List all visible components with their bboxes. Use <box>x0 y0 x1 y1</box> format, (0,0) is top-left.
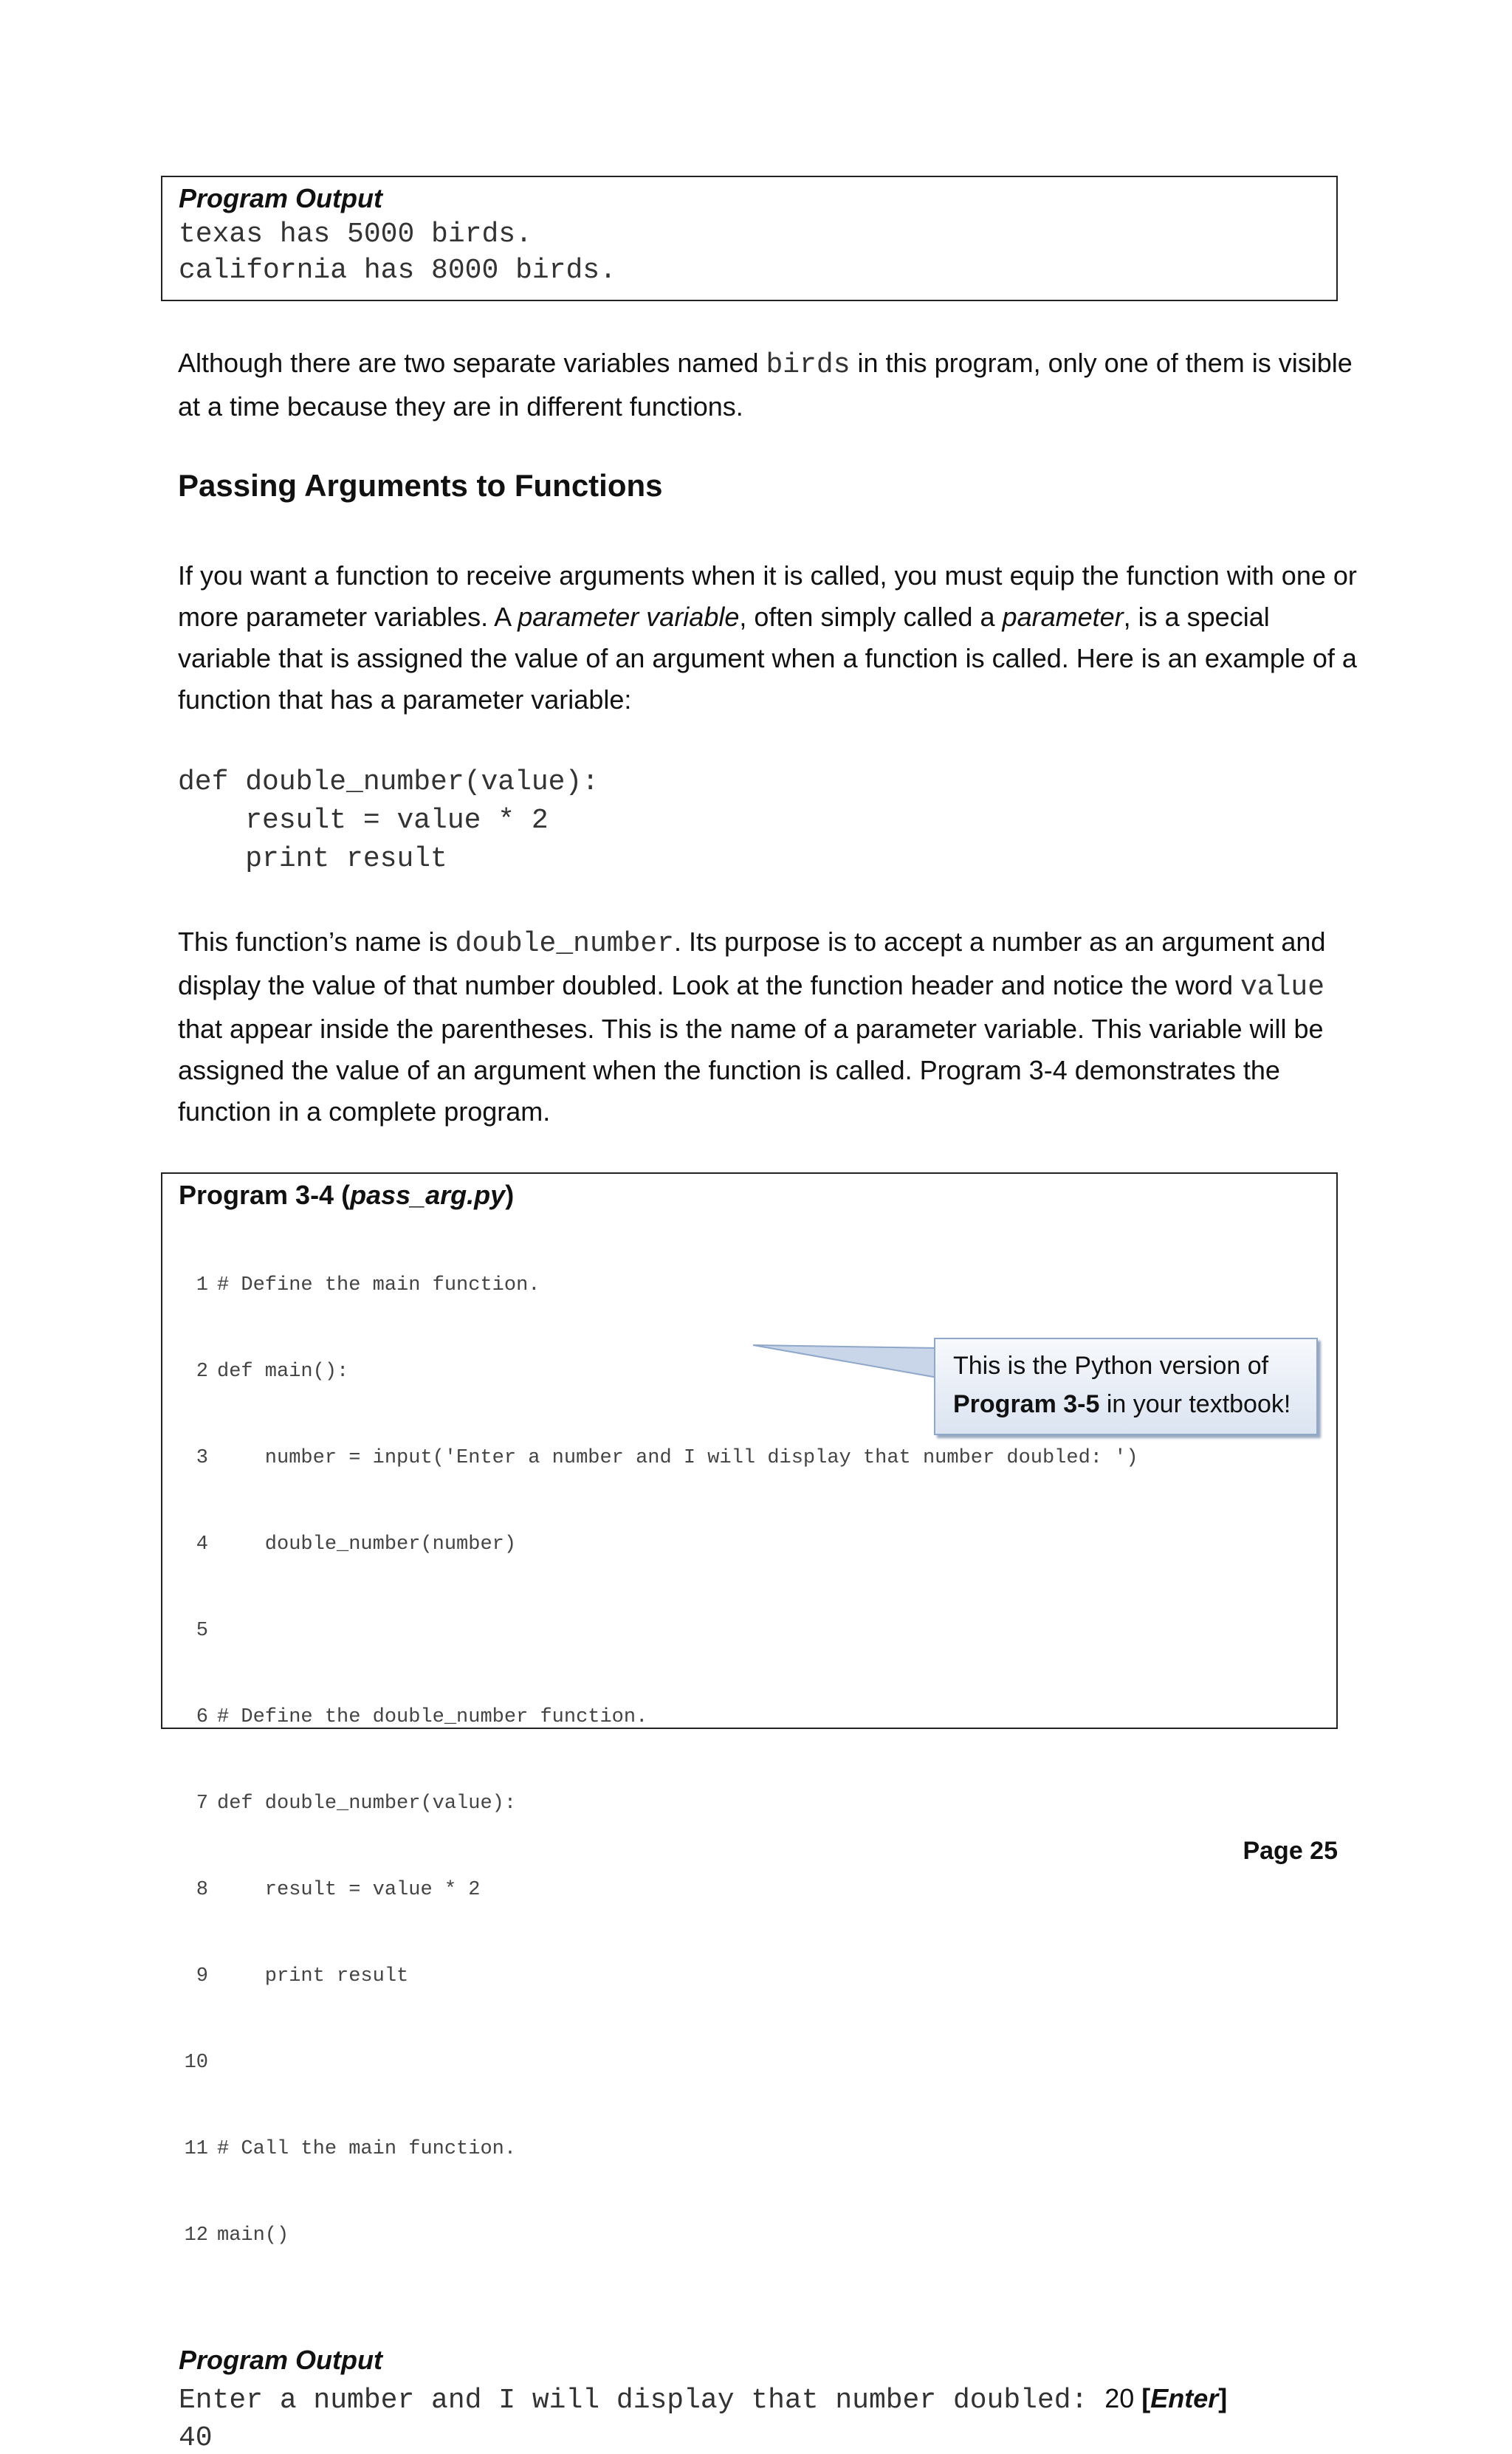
program-listing-output-title: Program Output <box>179 2345 382 2375</box>
inline-code-birds: birds <box>766 349 850 381</box>
paragraph-2-text-a: If you want a function to receive arguments when it is called, you must equip the function with one or more parameter variables. A <box>178 560 1357 632</box>
callout-program-ref: Program 3-5 <box>953 1390 1100 1418</box>
code-text: # Define the double_number function. <box>217 1706 648 1728</box>
code-line <box>179 1962 1336 1991</box>
line-number: 10 <box>184 2052 208 2074</box>
paragraph-1 <box>178 343 1359 427</box>
paragraph-3 <box>178 921 1359 1133</box>
code-line <box>179 1271 1336 1300</box>
paragraph-3-text-b: . Its purpose is to accept a number as an argument and display the value of that number doubled. Look at the function header and notice the word <box>178 927 1326 1000</box>
section-heading: Passing Arguments to Functions <box>178 468 663 503</box>
paragraph-1-text-b: in this program, only one of them is visible at a time because they are in different functions. <box>178 348 1353 422</box>
example-code-line-3: print result <box>178 843 447 875</box>
code-line <box>179 1530 1336 1559</box>
program-listing-output-line-1 <box>179 2383 1336 2416</box>
inline-code-value: value <box>1240 972 1325 1003</box>
code-text: print result <box>217 1965 409 1987</box>
enter-key-label: Enter <box>1150 2383 1219 2413</box>
program-listing-title <box>179 1180 1336 1211</box>
code-text: # Call the main function. <box>217 2138 517 2160</box>
line-number: 6 <box>196 1706 208 1728</box>
program-output-title: Program Output <box>179 183 382 213</box>
code-line <box>179 1444 1336 1473</box>
paragraph-1-text-a: Although there are two separate variables named <box>178 348 766 378</box>
paragraph-3-text-a: This function’s name is <box>178 927 456 957</box>
code-text: number = input('Enter a number and I will display that number doubled: ') <box>217 1447 1138 1469</box>
output-prompt: Enter a number and I will display that number doubled: <box>179 2385 1105 2416</box>
code-line <box>179 1876 1336 1905</box>
callout-pointer <box>753 1342 952 1386</box>
program-listing-title-prefix: Program 3-4 ( <box>179 1180 351 1210</box>
code-line <box>179 2135 1336 2164</box>
line-number: 3 <box>196 1447 208 1469</box>
key-bracket-open: [ <box>1141 2383 1151 2413</box>
line-number: 4 <box>196 1533 208 1556</box>
term-parameter: parameter <box>1002 602 1124 632</box>
paragraph-2 <box>178 555 1359 721</box>
code-text: def double_number(value): <box>217 1793 517 1815</box>
line-number: 5 <box>196 1620 208 1642</box>
paragraph-3-text-c: that appear inside the parentheses. This is the name of a parameter variable. This variable will be assigned the value of an argument when the function is called. Program 3-4 demonstrates the function in a complete program. <box>178 1014 1324 1127</box>
line-number: 2 <box>196 1361 208 1383</box>
code-text: main() <box>217 2224 289 2247</box>
callout-line-2 <box>953 1385 1316 1423</box>
callout-note <box>934 1338 1318 1435</box>
code-line <box>179 2221 1336 2250</box>
program-listing-output-line-2: 40 <box>179 2422 213 2454</box>
line-number: 11 <box>184 2138 208 2160</box>
line-number: 9 <box>196 1965 208 1987</box>
line-number: 8 <box>196 1879 208 1901</box>
line-number: 7 <box>196 1793 208 1815</box>
example-code-line-2: result = value * 2 <box>178 805 549 836</box>
term-parameter-variable: parameter variable <box>518 602 740 632</box>
output-user-input: 20 <box>1104 2383 1142 2413</box>
callout-line-2-rest: in your textbook! <box>1099 1390 1291 1418</box>
code-text: # Define the main function. <box>217 1274 540 1296</box>
example-code-line-1: def double_number(value): <box>178 766 599 798</box>
program-listing-filename: pass_arg.py <box>350 1180 506 1210</box>
output-line-1: texas has 5000 birds. <box>179 219 532 250</box>
page-number: Page 25 <box>1243 1837 1338 1865</box>
output-line-2: california has 8000 birds. <box>179 255 616 286</box>
code-text: def main(): <box>217 1361 349 1383</box>
program-listing-title-suffix: ) <box>505 1180 515 1210</box>
callout-line-1: This is the Python version of <box>953 1352 1269 1380</box>
line-number: 12 <box>184 2224 208 2247</box>
code-line <box>179 1790 1336 1818</box>
program-output-box <box>161 176 1338 301</box>
code-text: result = value * 2 <box>217 1879 481 1901</box>
code-text: double_number(number) <box>217 1533 517 1556</box>
inline-code-double-number: double_number <box>455 928 674 960</box>
paragraph-2-text-b: , often simply called a <box>739 602 1003 632</box>
paragraph-2-text-c: , is a special variable that is assigned the value of an argument when a function is called. Here is an example of a function that has a parameter variable: <box>178 602 1357 715</box>
code-line <box>179 1703 1336 1732</box>
line-number: 1 <box>196 1274 208 1296</box>
code-line <box>179 2049 1336 2077</box>
key-bracket-close: ] <box>1218 2383 1228 2413</box>
code-line <box>179 1617 1336 1646</box>
